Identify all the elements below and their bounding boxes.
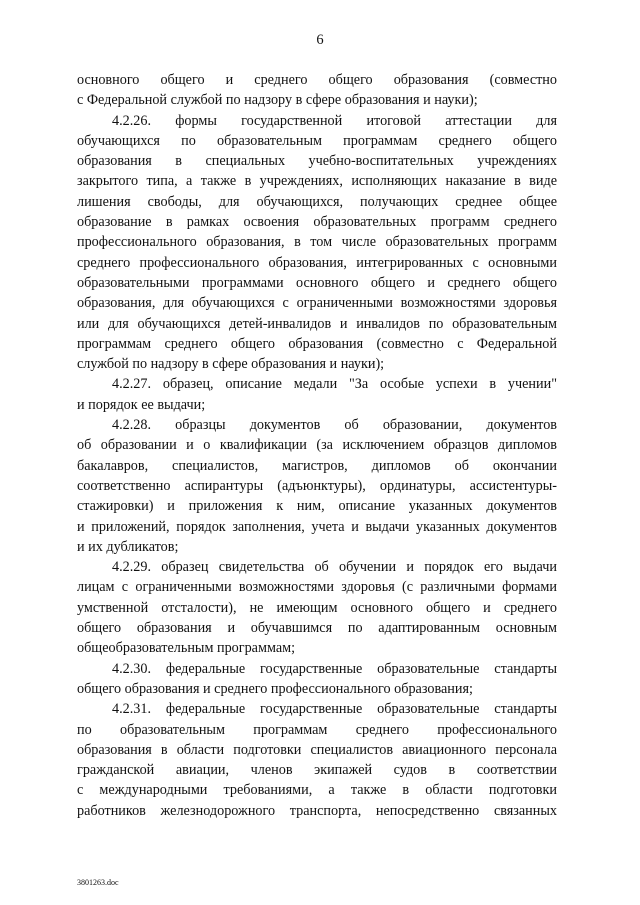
text-line: образование в рамках освоения образовательных программ среднего — [77, 214, 557, 231]
text-line: службой по надзору в сфере образования и науки); — [77, 356, 385, 373]
text-line: умственной отсталости), не имеющим основного общего и среднего — [77, 599, 557, 616]
text-line: с международными требованиями, а также в области подготовки — [77, 782, 557, 799]
text-line: и их дубликатов; — [77, 538, 179, 555]
paragraph-4-2-27-start: 4.2.27. образец, описание медали "За особые успехи в учении" — [112, 376, 557, 393]
text-line: стажировки) и приложения к ним, описание указанных документов — [77, 498, 557, 515]
text-line: среднего профессионального образования, интегрированных с основными — [77, 254, 557, 271]
text-line: общего образования и обучавшимся по адаптированным основным — [77, 620, 557, 637]
paragraph-4-2-28-start: 4.2.28. образцы документов об образовании, документов — [112, 417, 557, 434]
text-line: программам среднего общего образования (совместно с Федеральной — [77, 335, 557, 352]
text-line: образования в области подготовки специалистов авиационного персонала — [77, 741, 557, 758]
text-line: или для обучающихся детей-инвалидов и инвалидов по образовательным — [77, 315, 557, 332]
paragraph-4-2-26-start: 4.2.26. формы государственной итоговой аттестации для — [112, 112, 557, 129]
text-line: лицам с ограниченными возможностями здоровья (с различными формами — [77, 579, 557, 596]
text-line: основного общего и среднего общего образования (совместно — [77, 72, 557, 88]
text-line: закрытого типа, а также в учреждениях, исполняющих наказание в виде — [77, 173, 557, 190]
text-line: гражданской авиации, членов экипажей судов в соответствии — [77, 762, 557, 779]
paragraph-4-2-30-start: 4.2.30. федеральные государственные образовательные стандарты — [112, 660, 557, 677]
text-line: соответственно аспирантуры (адъюнктуры), ординатуры, ассистентуры- — [77, 477, 557, 494]
text-line: работников железнодорожного транспорта, непосредственно связанных — [77, 802, 557, 819]
text-line: лишения свободы, для обучающихся, получающих среднее общее — [77, 193, 557, 210]
text-line: образования в специальных учебно-воспитательных учреждениях — [77, 153, 557, 170]
text-line: общего образования и среднего профессионального образования; — [77, 680, 473, 697]
text-line: с Федеральной службой по надзору в сфере образования и науки); — [77, 92, 478, 109]
page-number: 6 — [316, 32, 324, 48]
text-line: образования, для обучающихся с ограниченными возможностями здоровья — [77, 295, 557, 312]
paragraph-4-2-29-start: 4.2.29. образец свидетельства об обучении и порядок его выдачи — [112, 559, 557, 576]
text-line: об образовании и о квалификации (за исключением образцов дипломов — [77, 437, 557, 454]
text-line: бакалавров, специалистов, магистров, дипломов об окончании — [77, 457, 557, 474]
text-line: общеобразовательным программам; — [77, 640, 296, 657]
text-line: обучающихся по образовательным программам среднего общего — [77, 132, 557, 149]
text-line: профессионального образования, в том числе образовательных программ — [77, 234, 557, 251]
text-line: по образовательным программам среднего профессионального — [77, 721, 557, 738]
text-line: образовательными программами основного общего и среднего общего — [77, 274, 557, 291]
paragraph-4-2-31-start: 4.2.31. федеральные государственные образовательные стандарты — [112, 701, 557, 718]
text-line: и приложений, порядок заполнения, учета и выдачи указанных документов — [77, 518, 557, 535]
document-body — [77, 70, 557, 821]
text-line: и порядок ее выдачи; — [77, 396, 206, 413]
footer-filename: 3801263.doc — [77, 878, 119, 887]
